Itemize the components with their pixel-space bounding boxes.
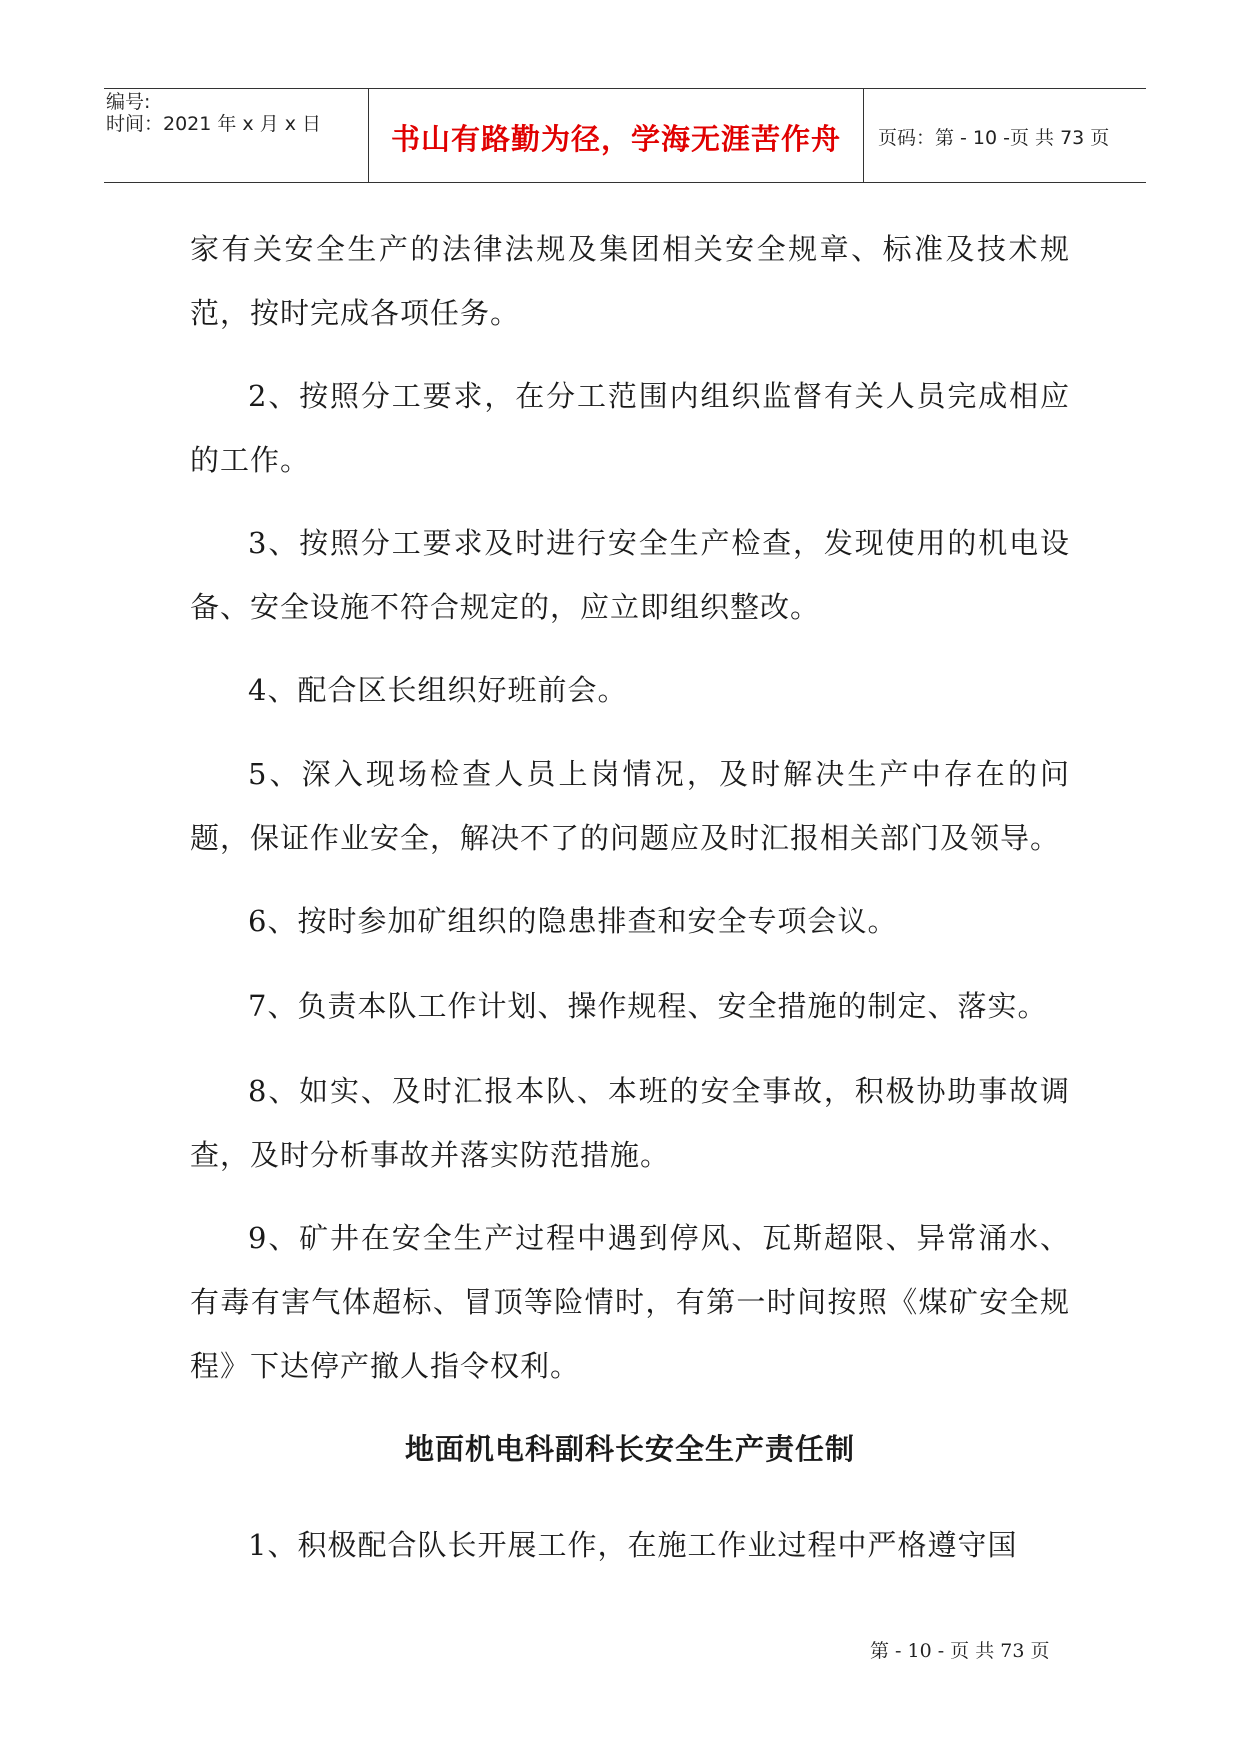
paragraph-item-3: 3、按照分工要求及时进行安全生产检查，发现使用的机电设备、安全设施不符合规定的，应立即组织整改。 <box>190 526 1070 624</box>
document-time-label: 时间：2021 年 x 月 x 日 <box>106 113 322 135</box>
paragraph-section-item-1: 1、积极配合队长开展工作，在施工作业过程中严格遵守国 <box>248 1528 1018 1562</box>
paragraph-item-5: 5、深入现场检查人员上岗情况，及时解决生产中存在的问题，保证作业安全，解决不了的问题应及时汇报相关部门及领导。 <box>190 757 1070 855</box>
paragraph-continued: 家有关安全生产的法律法规及集团相关安全规章、标准及技术规范，按时完成各项任务。 <box>190 232 1070 330</box>
paragraph-item-2: 2、按照分工要求，在分工范围内组织监督有关人员完成相应的工作。 <box>190 379 1070 477</box>
document-number-label: 编号: <box>106 91 151 113</box>
paragraph-item-4: 4、配合区长组织好班前会。 <box>248 673 628 707</box>
header-meta-cell <box>104 89 369 182</box>
section-heading: 地面机电科副科长安全生产责任制 <box>404 1432 855 1466</box>
paragraph-item-7: 7、负责本队工作计划、操作规程、安全措施的制定、落实。 <box>248 989 1048 1023</box>
header-motto: 书山有路勤为径，学海无涯苦作舟 <box>390 122 841 156</box>
page-footer: 第 - 10 - 页 共 73 页 <box>870 1640 1050 1662</box>
paragraph-item-8: 8、如实、及时汇报本队、本班的安全事故，积极协助事故调查，及时分析事故并落实防范措施。 <box>190 1074 1070 1172</box>
paragraph-item-6: 6、按时参加矿组织的隐患排查和安全专项会议。 <box>248 904 898 938</box>
header-page-cell <box>864 89 1146 182</box>
header-motto-cell <box>369 89 864 182</box>
header-page-code: 页码：第 - 10 -页 共 73 页 <box>878 127 1110 149</box>
document-header <box>104 88 1146 183</box>
paragraph-item-9: 9、矿井在安全生产过程中遇到停风、瓦斯超限、异常涌水、有毒有害气体超标、冒顶等险情时，有第一时间按照《煤矿安全规程》下达停产撤人指令权利。 <box>190 1221 1070 1383</box>
